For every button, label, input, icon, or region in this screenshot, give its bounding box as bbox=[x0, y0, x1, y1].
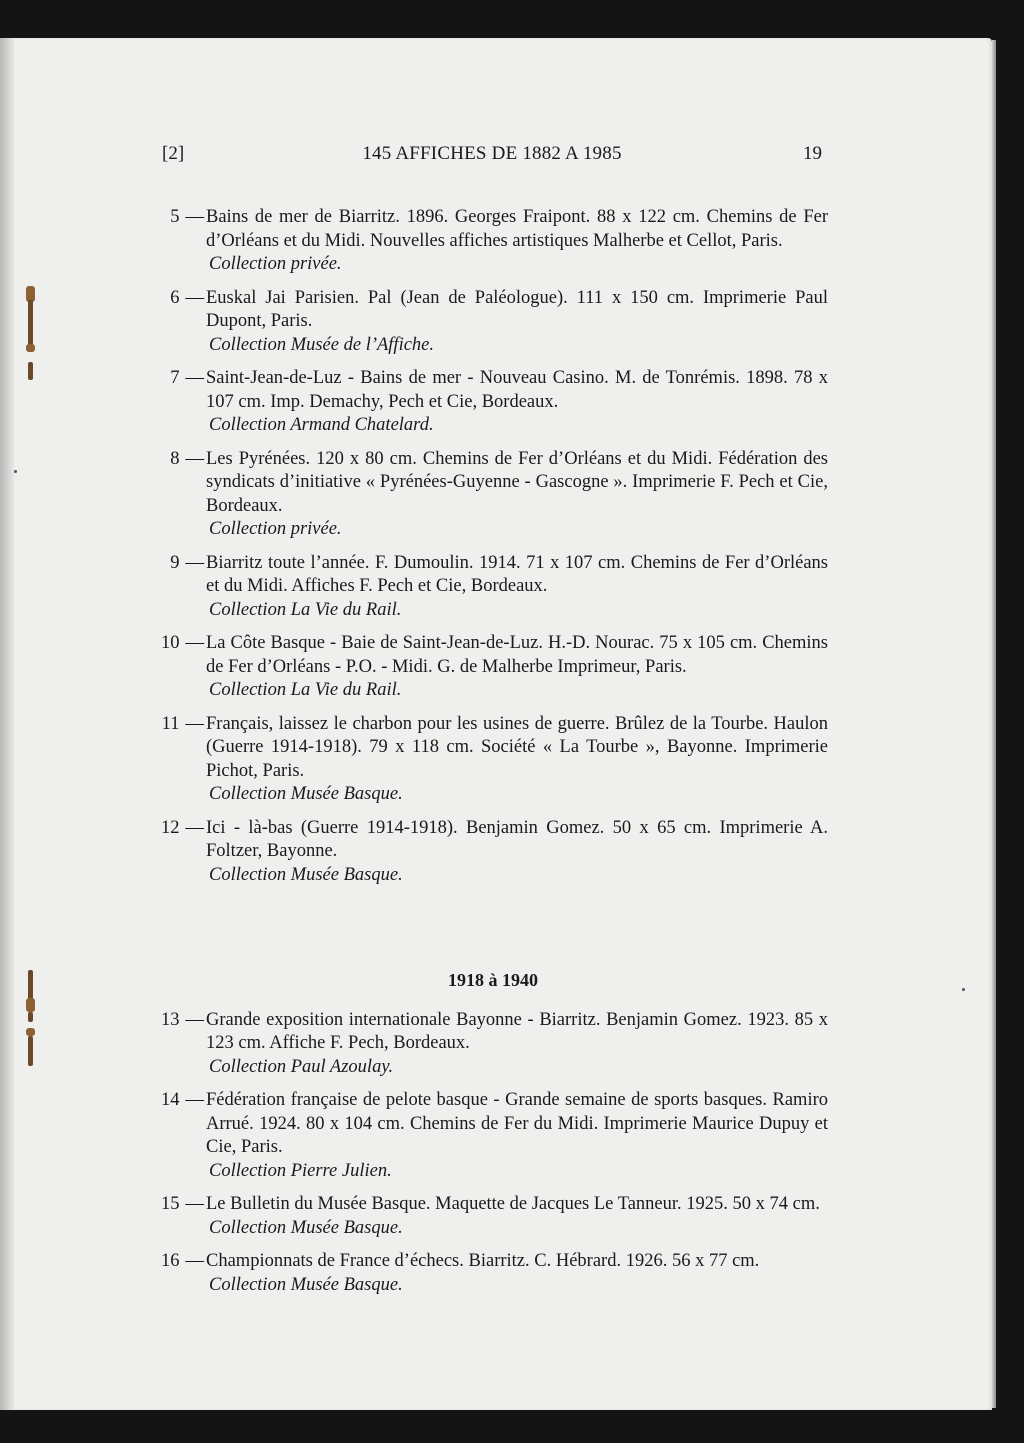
staple-top bbox=[24, 282, 36, 382]
entry-number-value: 7 bbox=[170, 368, 180, 388]
catalogue-entry bbox=[158, 287, 828, 358]
page-edge bbox=[992, 40, 996, 1408]
entry-description: Championnats de France d’échecs. Biarritz. C. Hébrard. 1926. 56 x 77 cm. bbox=[206, 1251, 760, 1271]
catalogue-entry bbox=[158, 206, 828, 277]
catalogue-entry bbox=[158, 552, 828, 623]
entry-number: 16 — bbox=[161, 1251, 204, 1271]
section-title: 1918 à 1940 bbox=[448, 970, 538, 990]
catalogue-content bbox=[158, 206, 828, 1307]
entry-description: Français, laissez le charbon pour les usines de guerre. Brûlez de la Tourbe. Haulon (Guerre 1914-1918). 79 x 118 cm. Société « La Tourbe », Bayonne. Imprimerie Pichot, Paris. bbox=[206, 713, 828, 781]
entry-collection: Collection Musée Basque. bbox=[209, 784, 403, 804]
speck bbox=[962, 988, 965, 991]
catalogue-entry bbox=[158, 1009, 828, 1080]
header-title: 145 AFFICHES DE 1882 A 1985 bbox=[362, 143, 622, 164]
entry-number-value: 6 bbox=[170, 287, 180, 308]
entry-description: Fédération française de pelote basque - Grande semaine de sports basques. Ramiro Arrué. 1924. 80 x 104 cm. Chemins de Fer du Midi. Imprimerie Maurice Dupuy et Cie, Paris. bbox=[206, 1090, 828, 1157]
entry-number-value: 16 bbox=[161, 1251, 180, 1271]
catalogue-entry bbox=[158, 1250, 828, 1297]
entry-number: 15 — bbox=[161, 1194, 204, 1214]
entries-list-1882-1918 bbox=[158, 206, 828, 887]
running-header bbox=[162, 143, 822, 169]
entry-number-value: 5 bbox=[170, 207, 180, 227]
entry-description: Saint-Jean-de-Luz - Bains de mer - Nouveau Casino. M. de Tonrémis. 1898. 78 x 107 cm. Imp. Demachy, Pech et Cie, Bordeaux. bbox=[206, 368, 828, 412]
entry-number-value: 14 bbox=[161, 1090, 180, 1110]
entry-number: 13 — bbox=[161, 1009, 204, 1030]
entries-list-1918-1940 bbox=[158, 1009, 828, 1298]
binding-gutter bbox=[0, 38, 14, 1410]
entry-collection: Collection Musée Basque. bbox=[209, 864, 403, 885]
entry-description: Bains de mer de Biarritz. 1896. Georges Fraipont. 88 x 122 cm. Chemins de Fer d’Orléans et du Midi. Nouvelles affiches artistiques Malherbe et Cellot, Paris. bbox=[206, 207, 828, 251]
entry-number: 9 — bbox=[170, 552, 204, 573]
catalogue-entry bbox=[158, 817, 828, 888]
entry-number: 11 — bbox=[161, 713, 204, 734]
entry-description: Ici - là-bas (Guerre 1914-1918). Benjamin Gomez. 50 x 65 cm. Imprimerie A. Foltzer, Bayonne. bbox=[206, 817, 828, 861]
entry-collection: Collection privée. bbox=[209, 519, 342, 539]
entry-collection: Collection Musée Basque. bbox=[209, 1274, 403, 1295]
entry-number-value: 8 bbox=[170, 448, 180, 469]
entry-description: Grande exposition internationale Bayonne - Biarritz. Benjamin Gomez. 1923. 85 x 123 cm. Affiche F. Pech, Bordeaux. bbox=[206, 1009, 828, 1053]
staple-bottom bbox=[24, 968, 36, 1068]
entry-description: La Côte Basque - Baie de Saint-Jean-de-Luz. H.-D. Nourac. 75 x 105 cm. Chemins de Fer d’Orléans - P.O. - Midi. G. de Malherbe Imprimeur, Paris. bbox=[206, 633, 828, 677]
page-number: 19 bbox=[803, 143, 822, 164]
catalogue-entry bbox=[158, 448, 828, 542]
entry-description: Biarritz toute l’année. F. Dumoulin. 1914. 71 x 107 cm. Chemins de Fer d’Orléans et du Midi. Affiches F. Pech et Cie, Bordeaux. bbox=[206, 552, 828, 596]
header-section-mark: [2] bbox=[162, 143, 185, 164]
entry-collection: Collection Musée de l’Affiche. bbox=[209, 334, 435, 355]
entry-collection: Collection privée. bbox=[209, 254, 342, 274]
entry-collection: Collection Armand Chatelard. bbox=[209, 415, 434, 435]
entry-number: 12 — bbox=[161, 817, 204, 838]
entry-collection: Collection Paul Azoulay. bbox=[209, 1056, 394, 1077]
entry-number-value: 11 bbox=[161, 713, 180, 734]
entry-collection: Collection La Vie du Rail. bbox=[209, 680, 402, 700]
entry-number-value: 9 bbox=[170, 552, 180, 573]
entry-number: 14 — bbox=[161, 1090, 204, 1110]
entry-number: 8 — bbox=[170, 448, 204, 469]
entry-description: Euskal Jai Parisien. Pal (Jean de Paléologue). 111 x 150 cm. Imprimerie Paul Dupont, Paris. bbox=[206, 287, 828, 331]
entry-number: 5 — bbox=[170, 207, 204, 227]
entry-collection: Collection La Vie du Rail. bbox=[209, 599, 402, 620]
entry-number-value: 13 bbox=[161, 1009, 180, 1030]
entry-number: 6 — bbox=[170, 287, 204, 308]
entry-description: Le Bulletin du Musée Basque. Maquette de Jacques Le Tanneur. 1925. 50 x 74 cm. bbox=[206, 1194, 820, 1214]
catalogue-entry bbox=[158, 1193, 828, 1240]
catalogue-entry bbox=[158, 713, 828, 807]
entry-collection: Collection Musée Basque. bbox=[209, 1217, 403, 1238]
speck bbox=[14, 470, 17, 473]
entry-description: Les Pyrénées. 120 x 80 cm. Chemins de Fer d’Orléans et du Midi. Fédération des syndicats d’initiative « Pyrénées-Guyenne - Gascogne ». Imprimerie F. Pech et Cie, Bordeaux. bbox=[206, 448, 828, 516]
catalogue-entry bbox=[158, 1089, 828, 1183]
entry-number-value: 10 bbox=[161, 633, 180, 653]
catalogue-entry bbox=[158, 367, 828, 438]
entry-number: 10 — bbox=[161, 633, 204, 653]
catalogue-entry bbox=[158, 632, 828, 703]
entry-collection: Collection Pierre Julien. bbox=[209, 1160, 392, 1181]
entry-number-value: 12 bbox=[161, 817, 180, 838]
entry-number: 7 — bbox=[170, 368, 204, 388]
entry-number-value: 15 bbox=[161, 1194, 180, 1214]
